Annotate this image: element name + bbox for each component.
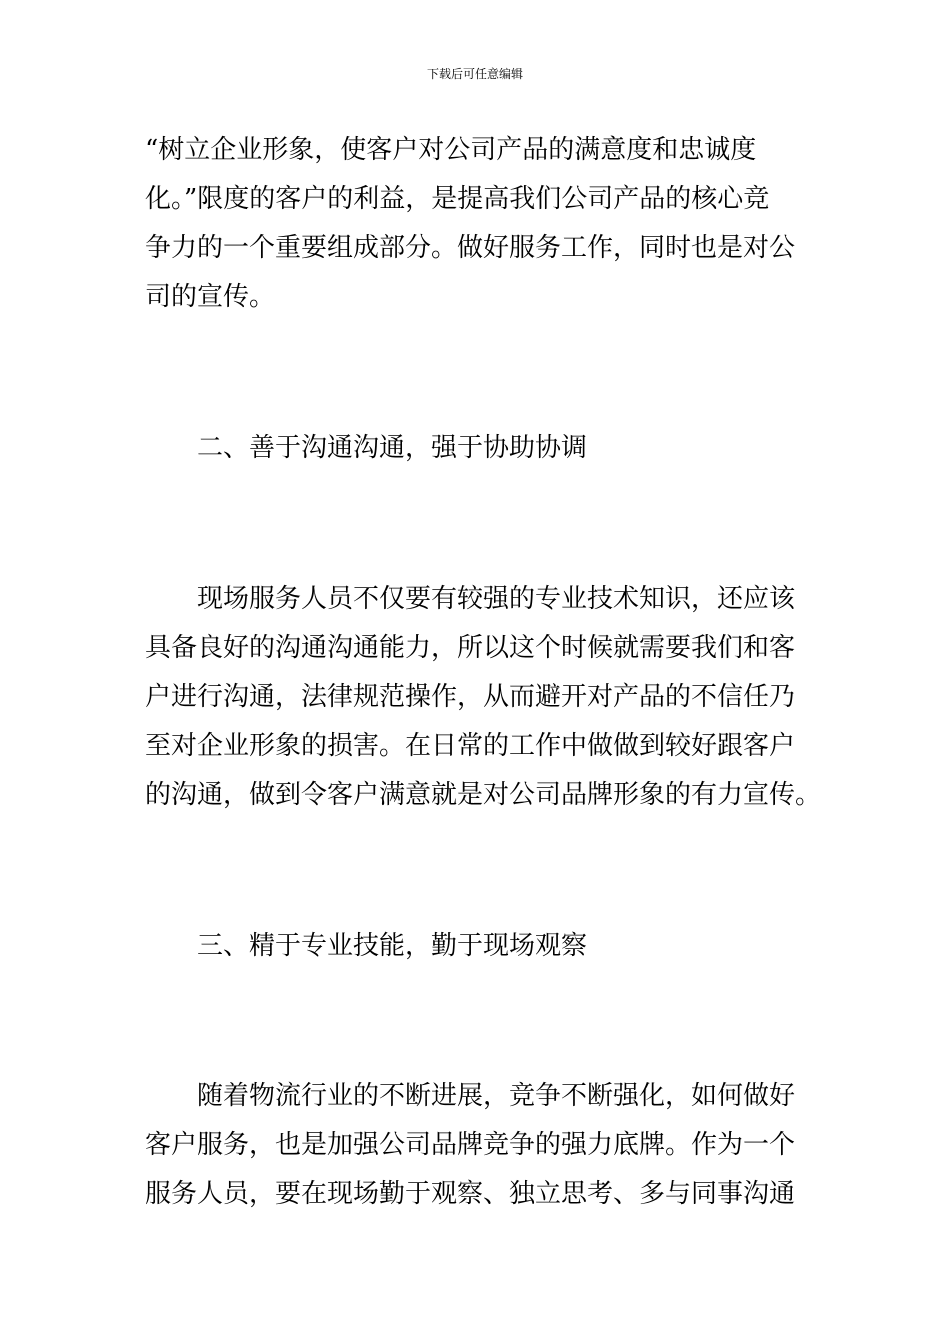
paragraph-line: 至对企业形象的损害。在日常的工作中做做到较好跟客户 <box>145 731 796 761</box>
paragraph-line: 客户服务，也是加强公司品牌竞争的强力底牌。作为一个 <box>145 1130 796 1160</box>
paragraph-line: 户进行沟通，法律规范操作，从而避开对产品的不信任乃 <box>145 682 796 712</box>
section-heading: 二、善于沟通沟通，强于协助协调 <box>197 433 588 463</box>
paragraph-line: 的沟通，做到令客户满意就是对公司品牌形象的有力宣传。 <box>145 780 822 810</box>
paragraph-line: 化。”限度的客户的利益，是提高我们公司产品的核心竞 <box>145 184 770 214</box>
paragraph-line: 随着物流行业的不断进展，竞争不断强化，如何做好 <box>197 1081 796 1111</box>
paragraph-line: 具备良好的沟通沟通能力，所以这个时候就需要我们和客 <box>145 633 796 663</box>
paragraph-line: 司的宣传。 <box>145 282 276 312</box>
section-heading: 三、精于专业技能，勤于现场观察 <box>197 931 588 961</box>
paragraph-line: 现场服务人员不仅要有较强的专业技术知识，还应该 <box>197 584 796 614</box>
paragraph-line: 服务人员，要在现场勤于观察、独立思考、多与同事沟通 <box>145 1179 796 1209</box>
page-header: 下载后可任意编辑 <box>426 67 523 81</box>
paragraph-line: 争力的一个重要组成部分。做好服务工作，同时也是对公 <box>145 233 796 263</box>
paragraph-line: “树立企业形象，使客户对公司产品的满意度和忠诚度 <box>145 135 757 165</box>
